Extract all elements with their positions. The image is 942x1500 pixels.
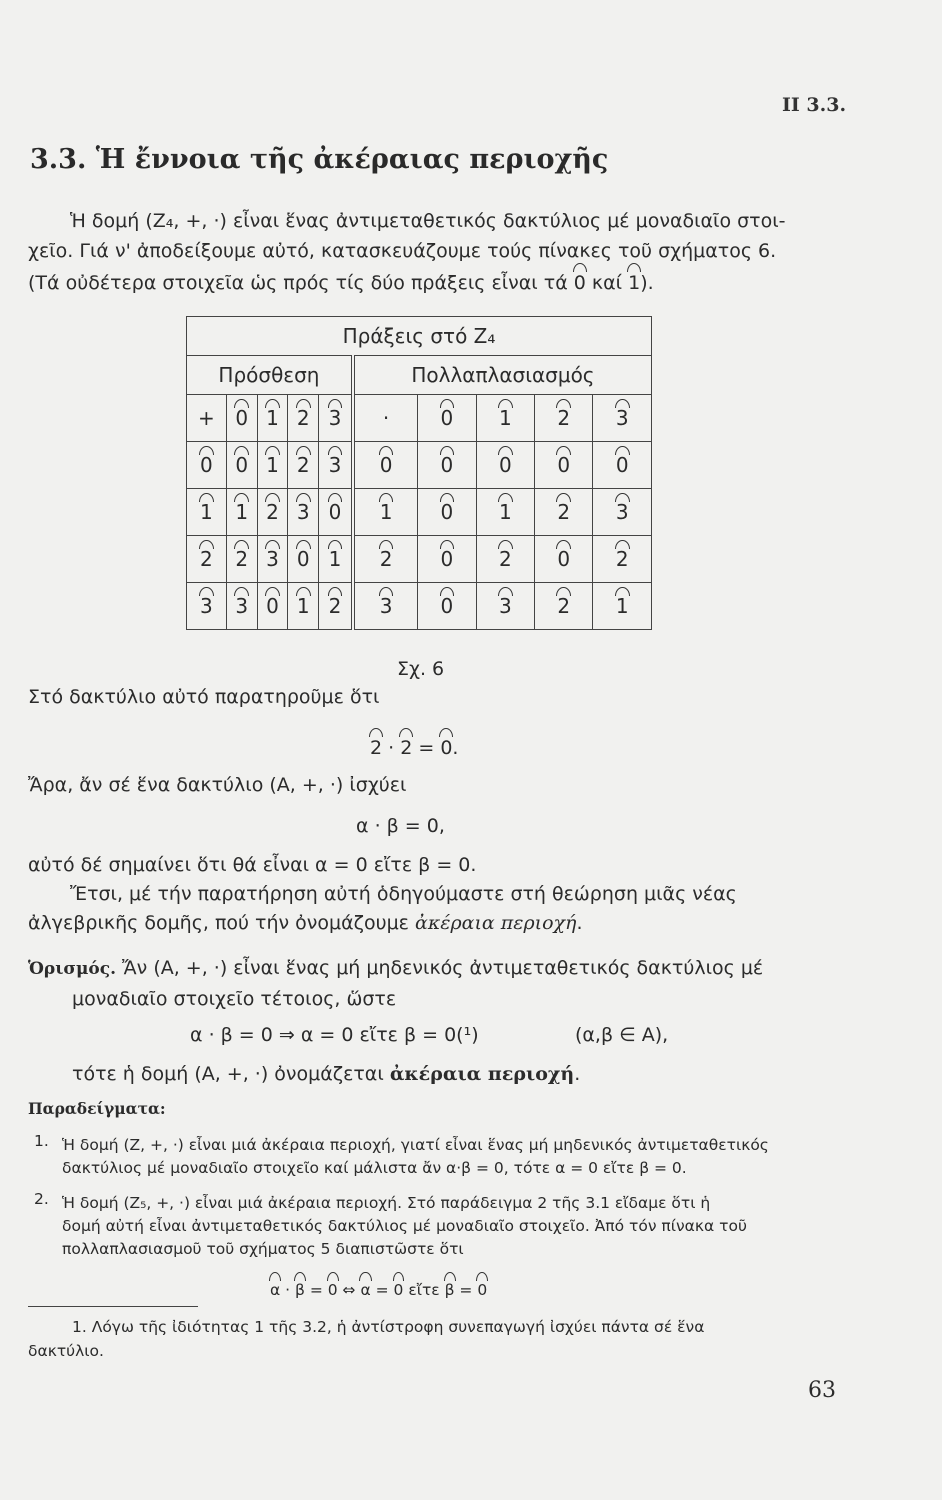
table-cell: 2 bbox=[296, 453, 310, 477]
table-cell: 1 bbox=[615, 594, 629, 618]
footnote-rule bbox=[28, 1306, 198, 1307]
equation-part: . bbox=[452, 737, 459, 759]
integral-domain-bold: ἀκέραια περιοχή bbox=[389, 1063, 575, 1085]
table-header-cell: 3 bbox=[328, 406, 342, 430]
example-2-line-1: Ἡ δομή (Z₅, +, ·) εἶναι μιά ἀκέραια περιοχή. Στό παράδειγμα 2 τῆς 3.1 εἴδαμε ὅτι ἡ bbox=[62, 1194, 711, 1212]
table-cell: 0 bbox=[296, 547, 310, 571]
hat-zero: 0 bbox=[440, 737, 453, 759]
thus-line-2 bbox=[28, 910, 583, 936]
definition-condition: (α,β ∈ A), bbox=[575, 1024, 669, 1046]
table-cell: 2 bbox=[266, 500, 279, 524]
equation-part: = bbox=[412, 737, 441, 759]
equation-alpha-beta: α · β = 0, bbox=[356, 815, 445, 837]
table-cell: 2 bbox=[498, 547, 512, 571]
meaning-text: αὐτό δέ σημαίνει ὅτι θά εἶναι α = 0 εἴτε β = 0. bbox=[28, 854, 477, 876]
table-header-cell: 0 bbox=[440, 406, 454, 430]
hat-beta: β bbox=[444, 1281, 455, 1299]
table-cell: 0 bbox=[498, 453, 512, 477]
table-cell: 2 bbox=[328, 594, 342, 618]
table-cell: 3 bbox=[328, 453, 342, 477]
hat-zero: 0 bbox=[393, 1281, 404, 1299]
table-cell: 1 bbox=[296, 594, 310, 618]
multiplication-label: Πολλαπλασιασμός bbox=[353, 356, 652, 395]
equation-part: ⇔ bbox=[337, 1281, 361, 1299]
footnote-line-2: δακτύλιο. bbox=[28, 1342, 104, 1360]
table-cell: 0 bbox=[200, 453, 213, 477]
hat-zero: 0 bbox=[477, 1281, 488, 1299]
hat-alpha: α bbox=[360, 1281, 371, 1299]
table-cell: 1 bbox=[379, 500, 393, 524]
table-cell: 1 bbox=[498, 500, 512, 524]
table-cell: 3 bbox=[498, 594, 512, 618]
example-2-number: 2. bbox=[34, 1190, 49, 1208]
section-number: 3.3. bbox=[30, 144, 87, 175]
hat-one: 1 bbox=[628, 272, 641, 294]
definition-label: Ὁρισμός. bbox=[28, 959, 117, 979]
thus-line-1: Ἔτσι, μέ τήν παρατήρηση αὐτή ὁδηγούμαστε στή θεώρηση μιᾶς νέας bbox=[70, 883, 737, 905]
equation-part: = bbox=[370, 1281, 394, 1299]
table-header-cell: 2 bbox=[296, 406, 310, 430]
table-header-row bbox=[187, 395, 652, 442]
example-1-line-2: δακτύλιος μέ μοναδιαῖο στοιχεῖο καί μάλιστα ἄν α·β = 0, τότε α = 0 εἴτε β = 0. bbox=[62, 1159, 687, 1177]
equation-part: · bbox=[280, 1281, 295, 1299]
table-header-cell: 2 bbox=[557, 406, 571, 430]
hat-zero: 0 bbox=[573, 272, 586, 294]
section-ref-header: II 3.3. bbox=[782, 94, 847, 116]
observe-text: Στό δακτύλιο αὐτό παρατηροῦμε ὅτι bbox=[28, 686, 380, 708]
table-cell: 3 bbox=[615, 500, 629, 524]
table-cell: 3 bbox=[235, 594, 249, 618]
hence-text: Ἄρα, ἄν σέ ἕνα δακτύλιο (A, +, ·) ἰσχύει bbox=[28, 774, 407, 796]
table-row bbox=[187, 583, 652, 630]
table-cell: 3 bbox=[296, 500, 310, 524]
intro-line-1: Ἡ δομή (Z₄, +, ·) εἶναι ἕνας ἀντιμεταθετικός δακτύλιος μέ μοναδιαῖο στοι- bbox=[70, 210, 786, 232]
table-row bbox=[187, 536, 652, 583]
definition-text: Ἄν (A, +, ·) εἶναι ἕνας μή μηδενικός ἀντιμεταθετικός δακτύλιος μέ bbox=[116, 957, 764, 979]
table-cell: 2 bbox=[557, 500, 571, 524]
table-cell: 0 bbox=[440, 594, 454, 618]
table-cell: 0 bbox=[328, 500, 342, 524]
intro-line-3 bbox=[28, 270, 654, 296]
table-caption: Πράξεις στό Z₄ bbox=[187, 317, 652, 356]
table-cell: 0 bbox=[615, 453, 629, 477]
hat-two: 2 bbox=[370, 737, 383, 759]
thus-text: ἀλγεβρικῆς δομῆς, πού τήν ὀνομάζουμε bbox=[28, 912, 415, 934]
definition-line-2: μοναδιαῖο στοιχεῖο τέτοιος, ὥστε bbox=[72, 988, 397, 1010]
equation-two-times-two bbox=[370, 735, 458, 761]
table-row bbox=[187, 442, 652, 489]
thus-text: . bbox=[576, 912, 583, 934]
table-cell: 0 bbox=[266, 594, 279, 618]
add-operator: + bbox=[187, 395, 227, 442]
example-1-number: 1. bbox=[34, 1132, 49, 1150]
example-2-line-3: πολλαπλασιασμοῦ τοῦ σχήματος 5 διαπιστῶστε ὅτι bbox=[62, 1240, 464, 1258]
table-cell: 0 bbox=[440, 453, 454, 477]
intro-text: ). bbox=[640, 272, 654, 294]
table-cell: 2 bbox=[235, 547, 249, 571]
example-2-equation bbox=[270, 1279, 487, 1301]
definition-conclusion bbox=[72, 1061, 580, 1087]
definition-line-1 bbox=[28, 955, 763, 982]
table-header-cell: 1 bbox=[266, 406, 279, 430]
intro-text: (Τά οὐδέτερα στοιχεῖα ὡς πρός τίς δύο πράξεις εἶναι τά bbox=[28, 272, 574, 294]
equation-part: = bbox=[454, 1281, 478, 1299]
table-cell: 2 bbox=[379, 547, 393, 571]
table-cell: 3 bbox=[266, 547, 279, 571]
addition-label: Πρόσθεση bbox=[187, 356, 353, 395]
mul-operator: · bbox=[353, 395, 418, 442]
table-cell: 2 bbox=[557, 594, 571, 618]
table-cell: 1 bbox=[235, 500, 249, 524]
table-cell: 3 bbox=[379, 594, 393, 618]
table-cell: 0 bbox=[440, 547, 454, 571]
definition-formula: α · β = 0 ⇒ α = 0 εἴτε β = 0(¹) bbox=[190, 1024, 479, 1046]
examples-heading: Παραδείγματα: bbox=[28, 1099, 166, 1118]
page-number: 63 bbox=[808, 1378, 836, 1403]
hat-two: 2 bbox=[400, 737, 413, 759]
table-cell: 1 bbox=[266, 453, 279, 477]
section-title: Ἡ ἔννοια τῆς ἀκέραιας περιοχῆς bbox=[95, 144, 609, 175]
table-cell: 2 bbox=[615, 547, 629, 571]
hat-alpha: α bbox=[270, 1281, 281, 1299]
table-header-cell: 0 bbox=[235, 406, 249, 430]
table-cell: 3 bbox=[200, 594, 213, 618]
table-row bbox=[187, 489, 652, 536]
example-1-line-1: Ἡ δομή (Z, +, ·) εἶναι μιά ἀκέραια περιοχή, γιατί εἶναι ἕνας μή μηδενικός ἀντιμεταθετικός bbox=[62, 1136, 769, 1154]
equation-part: · bbox=[382, 737, 401, 759]
intro-line-2: χεῖο. Γιά ν' ἀποδείξουμε αὐτό, κατασκευάζουμε τούς πίνακες τοῦ σχήματος 6. bbox=[28, 240, 777, 262]
conclusion-text: . bbox=[574, 1063, 581, 1085]
table-header-cell: 1 bbox=[498, 406, 512, 430]
table-cell: 0 bbox=[557, 453, 571, 477]
equation-part: = bbox=[304, 1281, 328, 1299]
footnote-line-1: 1. Λόγω τῆς ἰδιότητας 1 τῆς 3.2, ἡ ἀντίστροφη συνεπαγωγή ἰσχύει πάντα σέ ἕνα bbox=[72, 1318, 705, 1336]
hat-beta: β bbox=[295, 1281, 305, 1299]
hat-zero: 0 bbox=[327, 1281, 338, 1299]
table-cell: 0 bbox=[235, 453, 249, 477]
table-cell: 2 bbox=[200, 547, 213, 571]
conclusion-text: τότε ἡ δομή (A, +, ·) ὀνομάζεται bbox=[72, 1063, 390, 1085]
figure-label: Σχ. 6 bbox=[397, 658, 445, 680]
table-cell: 0 bbox=[440, 500, 454, 524]
operations-table bbox=[186, 316, 652, 630]
table-header-cell: 3 bbox=[615, 406, 629, 430]
equation-part: εἴτε bbox=[403, 1281, 445, 1299]
integral-domain-term: ἀκέραια περιοχή bbox=[415, 912, 577, 934]
intro-text: καί bbox=[585, 272, 629, 294]
example-2-line-2: δομή αὐτή εἶναι ἀντιμεταθετικός δακτύλιος μέ μοναδιαῖο στοιχεῖο. Ἀπό τόν πίνακα τοῦ bbox=[62, 1217, 747, 1235]
table-cell: 0 bbox=[379, 453, 393, 477]
table-cell: 1 bbox=[328, 547, 342, 571]
table-cell: 1 bbox=[200, 500, 213, 524]
section-heading bbox=[30, 144, 608, 175]
table-cell: 0 bbox=[557, 547, 571, 571]
